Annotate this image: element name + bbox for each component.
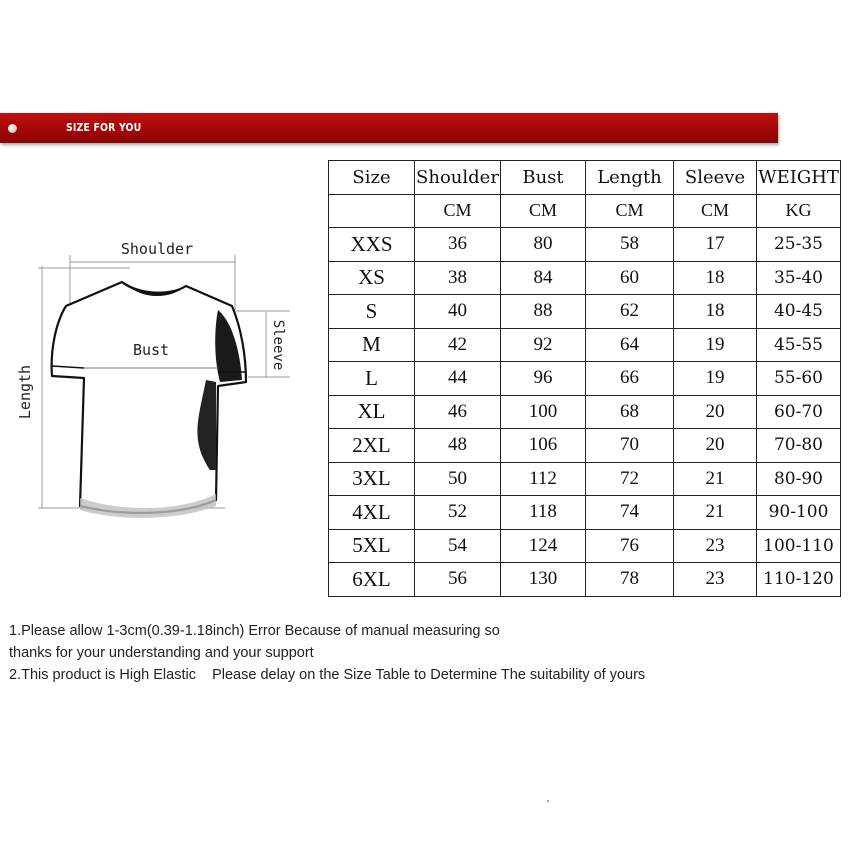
table-cell: M xyxy=(329,328,415,362)
table-cell: 74 xyxy=(586,496,674,530)
note-line-1: 1.Please allow 1-3cm(0.39-1.18inch) Error Because of manual measuring so xyxy=(9,623,500,639)
table-cell: 70-80 xyxy=(757,429,841,463)
table-cell: 35-40 xyxy=(757,261,841,295)
table-cell: 46 xyxy=(415,395,501,429)
table-cell: 6XL xyxy=(329,563,415,597)
sleeve-label: Sleeve xyxy=(270,319,286,371)
size-banner xyxy=(0,113,778,143)
table-cell: 130 xyxy=(501,563,586,597)
table-row xyxy=(329,429,841,463)
table-cell: 17 xyxy=(674,228,757,262)
size-notes xyxy=(9,620,645,686)
table-cell: Sleeve xyxy=(674,161,757,195)
table-cell: CM xyxy=(586,194,674,228)
table-cell: 52 xyxy=(415,496,501,530)
table-cell xyxy=(329,194,415,228)
table-cell: 19 xyxy=(674,328,757,362)
table-cell: 110-120 xyxy=(757,563,841,597)
table-cell: 96 xyxy=(501,362,586,396)
table-unit-row xyxy=(329,194,841,228)
bust-label: Bust xyxy=(132,341,170,359)
table-cell: 56 xyxy=(415,563,501,597)
table-cell: 76 xyxy=(586,529,674,563)
table-cell: 118 xyxy=(501,496,586,530)
table-cell: 40 xyxy=(415,295,501,329)
table-cell: 106 xyxy=(501,429,586,463)
table-cell: 124 xyxy=(501,529,586,563)
table-cell: 112 xyxy=(501,462,586,496)
table-cell: 72 xyxy=(586,462,674,496)
table-cell: 40-45 xyxy=(757,295,841,329)
banner-title: SIZE FOR YOU xyxy=(66,121,142,134)
table-cell: 68 xyxy=(586,395,674,429)
table-cell: Length xyxy=(586,161,674,195)
speck-dot xyxy=(547,800,549,802)
table-row xyxy=(329,529,841,563)
length-label: Length xyxy=(16,364,34,420)
table-cell: 70 xyxy=(586,429,674,463)
table-cell: 21 xyxy=(674,462,757,496)
table-cell: XL xyxy=(329,395,415,429)
table-cell: 23 xyxy=(674,563,757,597)
table-cell: 5XL xyxy=(329,529,415,563)
table-cell: 20 xyxy=(674,395,757,429)
table-cell: 25-35 xyxy=(757,228,841,262)
table-cell: 42 xyxy=(415,328,501,362)
table-cell: CM xyxy=(501,194,586,228)
table-cell: XS xyxy=(329,261,415,295)
table-cell: 80 xyxy=(501,228,586,262)
table-row xyxy=(329,328,841,362)
table-cell: 21 xyxy=(674,496,757,530)
table-cell: 90-100 xyxy=(757,496,841,530)
bullet-dot-icon xyxy=(8,124,17,133)
table-cell: 3XL xyxy=(329,462,415,496)
table-cell: 20 xyxy=(674,429,757,463)
table-cell: 66 xyxy=(586,362,674,396)
table-cell: 44 xyxy=(415,362,501,396)
table-cell: CM xyxy=(415,194,501,228)
table-row xyxy=(329,462,841,496)
table-cell: 58 xyxy=(586,228,674,262)
table-cell: L xyxy=(329,362,415,396)
table-cell: KG xyxy=(757,194,841,228)
table-cell: 62 xyxy=(586,295,674,329)
table-cell: CM xyxy=(674,194,757,228)
table-cell: 100 xyxy=(501,395,586,429)
tshirt-measurement-diagram xyxy=(0,230,320,530)
table-cell: XXS xyxy=(329,228,415,262)
table-cell: 84 xyxy=(501,261,586,295)
table-cell: 50 xyxy=(415,462,501,496)
table-row xyxy=(329,496,841,530)
table-cell: Shoulder xyxy=(415,161,501,195)
table-cell: 18 xyxy=(674,261,757,295)
table-cell: 45-55 xyxy=(757,328,841,362)
table-cell: 60 xyxy=(586,261,674,295)
table-cell: Bust xyxy=(501,161,586,195)
table-cell: 36 xyxy=(415,228,501,262)
table-row xyxy=(329,295,841,329)
table-cell: 78 xyxy=(586,563,674,597)
table-cell: Size xyxy=(329,161,415,195)
table-cell: 60-70 xyxy=(757,395,841,429)
table-cell: 38 xyxy=(415,261,501,295)
note-line-3: 2.This product is High Elastic Please delay on the Size Table to Determine The suitability of yours xyxy=(9,667,646,683)
table-cell: 55-60 xyxy=(757,362,841,396)
table-cell: 80-90 xyxy=(757,462,841,496)
table-header-row xyxy=(329,161,841,195)
table-row xyxy=(329,362,841,396)
note-line-2: thanks for your understanding and your support xyxy=(9,645,314,661)
table-row xyxy=(329,563,841,597)
table-cell: 2XL xyxy=(329,429,415,463)
table-cell: 4XL xyxy=(329,496,415,530)
table-row xyxy=(329,395,841,429)
tshirt-icon xyxy=(52,282,246,518)
table-cell: 54 xyxy=(415,529,501,563)
table-cell: 100-110 xyxy=(757,529,841,563)
table-cell: 23 xyxy=(674,529,757,563)
size-chart-table xyxy=(328,160,841,597)
shoulder-label: Shoulder xyxy=(120,240,194,258)
table-cell: WEIGHT xyxy=(757,161,841,195)
table-cell: 92 xyxy=(501,328,586,362)
table-row xyxy=(329,228,841,262)
table-cell: 18 xyxy=(674,295,757,329)
table-cell: 48 xyxy=(415,429,501,463)
table-cell: 88 xyxy=(501,295,586,329)
table-cell: 19 xyxy=(674,362,757,396)
table-cell: S xyxy=(329,295,415,329)
table-row xyxy=(329,261,841,295)
table-cell: 64 xyxy=(586,328,674,362)
